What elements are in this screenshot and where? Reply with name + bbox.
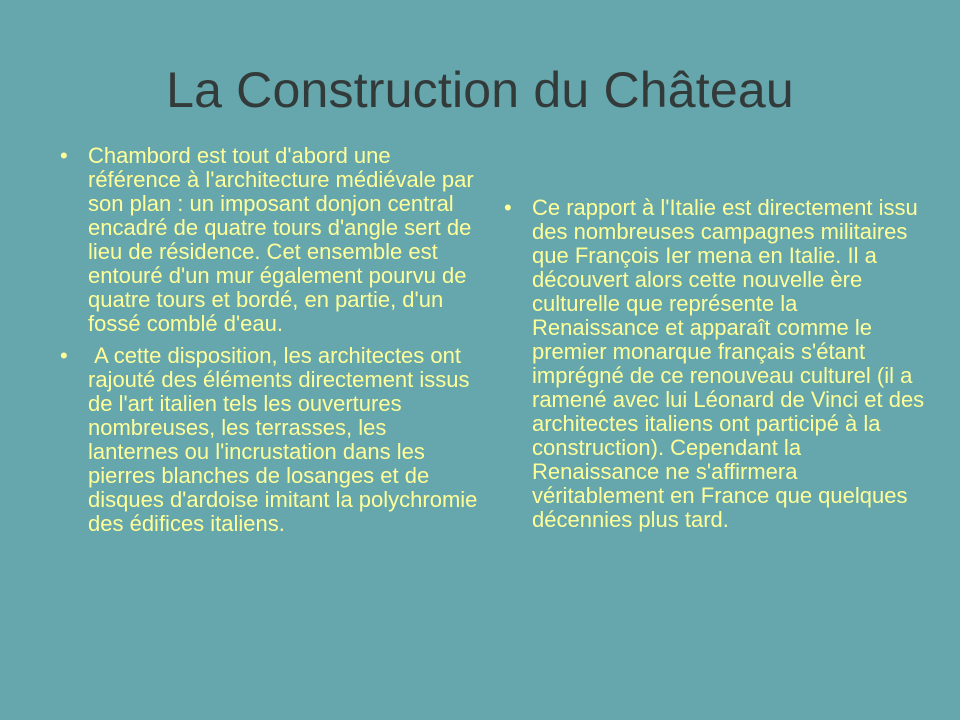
bullet-text: Chambord est tout d'abord une référence à l'architecture médiévale par son plan : un imposant donjon central encadré de quatre tours d'angle sert de lieu de résidence. Cet ensemble est entouré d'un mur également pourvu de quatre tours et bordé, en partie, d'un fossé comblé d'eau.	[88, 143, 474, 336]
bullet-icon: •	[504, 195, 512, 220]
bullet-text: Ce rapport à l'Italie est directement issu des nombreuses campagnes militaires que François Ier mena en Italie. Il a découvert alors cette nouvelle ère culturelle que représente la Renaissance et apparaît comme le premier monarque français s'étant imprégné de ce renouveau culturel (il a ramené avec lui Léonard de Vinci et des architectes italiens ont participé à la construction). Cependant la Renaissance ne s'affirmera véritablement en France que quelques décennies plus tard.	[532, 195, 925, 532]
bullet-text: A cette disposition, les architectes ont rajouté des éléments directement issus de l'art italien tels les ouvertures nombreuses, les terrasses, les lanternes ou l'incrustation dans les pierres blanches de losanges et de disques d'ardoise imitant la polychromie des édifices italiens.	[88, 343, 484, 536]
list-item	[52, 144, 482, 336]
bullet-icon: •	[60, 343, 68, 368]
list-item	[496, 196, 926, 532]
left-bullet-list	[52, 144, 482, 544]
right-bullet-list	[496, 196, 926, 540]
list-item	[52, 344, 482, 536]
slide-title: La Construction du Château	[166, 62, 794, 118]
bullet-icon: •	[60, 143, 68, 168]
